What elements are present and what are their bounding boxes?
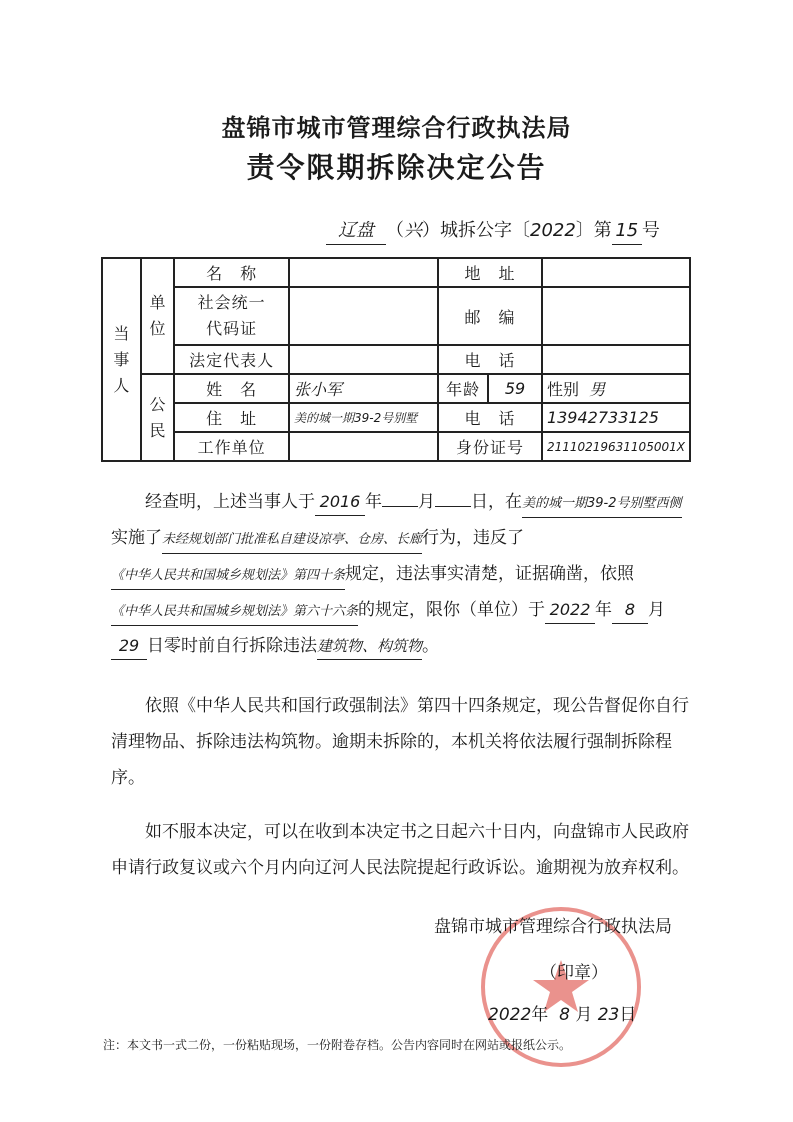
p1-text-b: 年 (365, 492, 382, 512)
p1-day (435, 506, 471, 507)
p1-text-d: 日，在 (471, 492, 522, 512)
gender-label: 性别 (546, 380, 579, 399)
date-year: 2022 (488, 1005, 532, 1025)
age-value: 59 (488, 374, 542, 403)
enforcement-paragraph (111, 688, 693, 796)
date-day: 23 (597, 1005, 620, 1025)
doc-district: 兴 (404, 220, 422, 241)
date-day-suffix: 日 (619, 1005, 637, 1025)
postcode-label: 邮 编 (438, 287, 542, 345)
workplace-value (289, 432, 438, 461)
id-label: 身份证号 (438, 432, 542, 461)
age-label: 年龄 (438, 374, 488, 403)
p1-text-k: 日零时前自行拆除违法 (147, 636, 317, 656)
unit-label-cell (141, 258, 174, 374)
citizen-label: 公民 (149, 394, 166, 440)
signature-org: 盘锦市城市管理综合行政执法局 (434, 917, 672, 937)
residence-label: 住 址 (174, 403, 289, 432)
credit-code-label-cell (174, 287, 289, 345)
date-month: 8 (559, 1005, 570, 1025)
p3-text: 如不服本决定，可以在收到本决定书之日起六十日内，向盘锦市人民政府申请行政复议或六个月内向辽河人民法院提起行政诉讼。逾期视为放弃权利。 (111, 822, 689, 878)
unit-label: 单位 (149, 293, 166, 338)
doc-suffix: 号 (641, 220, 660, 241)
p1-text-h: 的规定，限你（单位）于 (358, 600, 546, 620)
p1-deadline-year: 2022 (545, 597, 595, 624)
p1-year: 2016 (315, 489, 365, 516)
workplace-label: 工作单位 (174, 432, 289, 461)
footer-note: 注：本文书一式二份，一份粘贴现场，一份附卷存档。公告内容同时在网站或报纸公示。 (103, 1038, 572, 1052)
p1-text-c: 月 (418, 492, 435, 512)
p1-text-i: 年 (595, 600, 613, 620)
doc-prefix: 辽盘 (326, 218, 386, 245)
gender-cell (542, 374, 690, 403)
date-year-suffix: 年 (531, 1005, 549, 1025)
p2-text: 依照《中华人民共和国行政强制法》第四十四条规定，现公告督促你自行清理物品、拆除违法构筑物。逾期未拆除的，本机关将依法履行强制拆除程序。 (111, 696, 689, 788)
person-phone-value: 13942733125 (542, 403, 690, 432)
p1-text-e: 实施了 (111, 528, 162, 548)
phone-value (542, 345, 690, 374)
doc-seq: 15 (612, 218, 642, 245)
legal-rep-label: 法定代表人 (174, 345, 289, 374)
credit-code-label: 社会统一代码证 (197, 293, 266, 338)
phone-label: 电 话 (438, 345, 542, 374)
signature-seal: （印章） (540, 963, 608, 983)
gender-value: 男 (589, 380, 606, 399)
p1-basis: 《中华人民共和国城乡规划法》第六十六条 (111, 599, 358, 626)
document-title: 责令限期拆除决定公告 (246, 151, 547, 184)
party-label-cell (102, 258, 141, 461)
person-name-label: 姓 名 (174, 374, 289, 403)
p1-place: 美的城一期39-2号别墅西侧 (522, 491, 682, 518)
citizen-label-cell (141, 374, 174, 461)
p1-text-f: 行为，违反了 (422, 528, 525, 548)
person-phone-label: 电 话 (438, 403, 542, 432)
p1-text-g: 规定，违法事实清楚，证据确凿，依照 (345, 564, 635, 584)
document-number (326, 216, 660, 245)
p1-text-end: 。 (422, 636, 440, 656)
person-name-value: 张小军 (289, 374, 438, 403)
p1-month (382, 506, 418, 507)
p1-object: 建筑物、构筑物 (317, 633, 422, 660)
party-info-table (101, 257, 691, 462)
doc-paren-open: （ (386, 220, 404, 241)
id-value: 21110219631105001X (542, 432, 690, 461)
doc-year-close: 〕第 (575, 220, 612, 241)
finding-paragraph (111, 484, 693, 664)
postcode-value (542, 287, 690, 345)
p1-act: 未经规划部门批准私自建设凉亭、仓房、长廊 (162, 527, 422, 554)
address-label: 地 址 (438, 258, 542, 287)
credit-code-value (289, 287, 438, 345)
date-month-suffix: 月 (575, 1005, 593, 1025)
signature-date (488, 1000, 636, 1025)
party-label: 当事人 (113, 323, 130, 395)
doc-middle: ）城拆公字〔 (422, 220, 530, 241)
legal-rep-value (289, 345, 438, 374)
p1-deadline-month: 8 (612, 597, 648, 624)
address-value (542, 258, 690, 287)
name-label: 名 称 (174, 258, 289, 287)
name-value (289, 258, 438, 287)
p1-text-j: 月 (648, 600, 666, 620)
residence-value: 美的城一期39-2号别墅 (289, 403, 438, 432)
appeal-paragraph (111, 814, 693, 886)
p1-text-a: 经查明，上述当事人于 (145, 492, 315, 512)
p1-deadline-day: 29 (111, 633, 147, 660)
doc-year: 2022 (530, 220, 576, 241)
agency-title: 盘锦市城市管理综合行政执法局 (221, 113, 572, 142)
p1-law: 《中华人民共和国城乡规划法》第四十条 (111, 563, 345, 590)
